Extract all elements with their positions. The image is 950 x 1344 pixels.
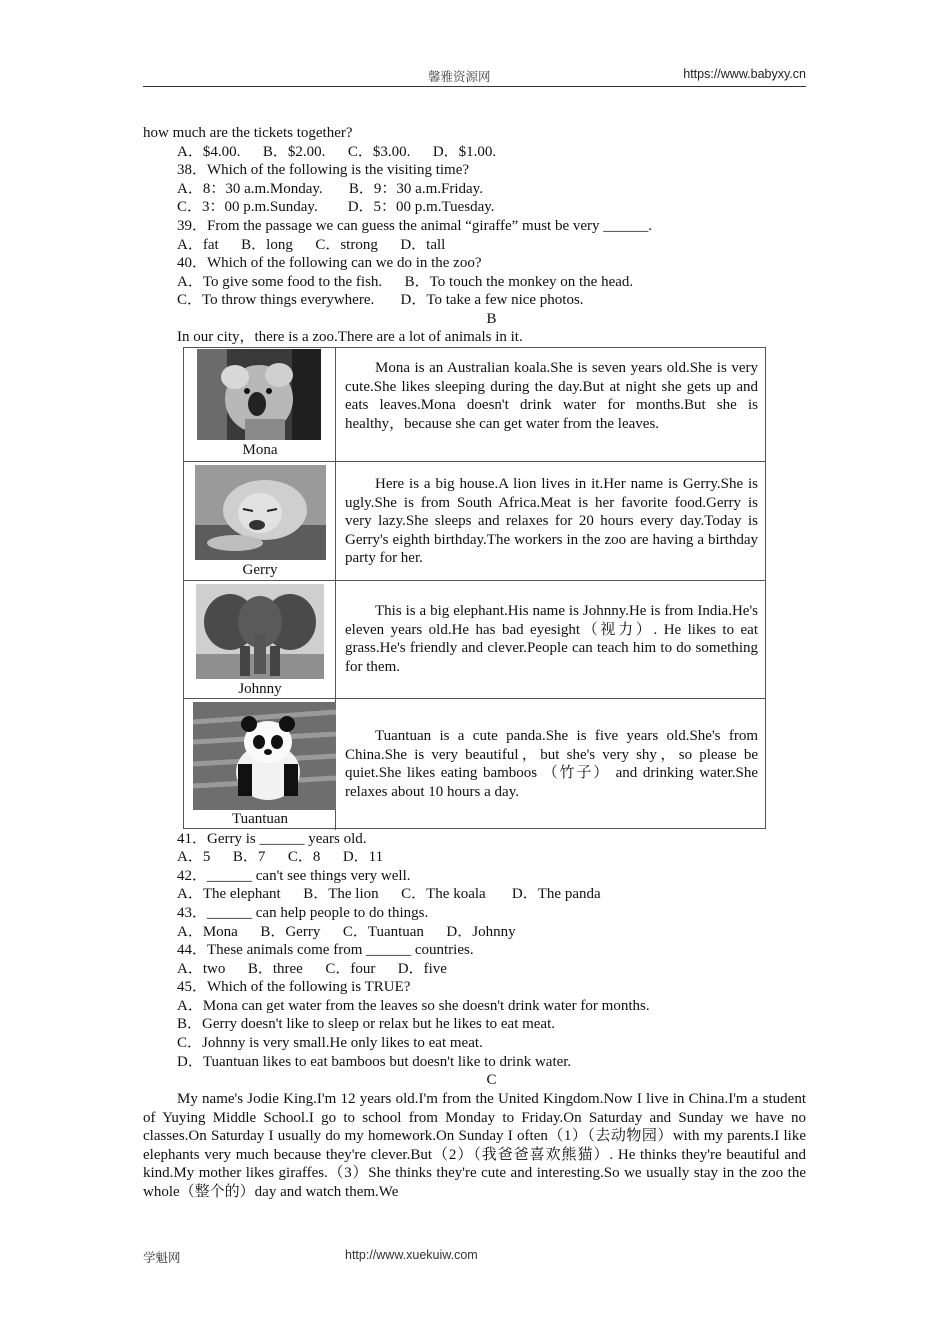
question-45: 45．Which of the following is TRUE? <box>177 979 411 995</box>
footer-site-name: 学魁网 <box>143 1251 181 1265</box>
animal-picture-cell <box>184 699 336 830</box>
koala-photo <box>197 349 321 440</box>
question-40-options-cd: C．To throw things everywhere. D．To take a few nice photos. <box>177 292 584 308</box>
animal-name-mona: Mona <box>242 442 278 458</box>
question-45-option-d: D．Tuantuan likes to eat bamboos but doesn't like to drink water. <box>177 1054 572 1070</box>
question-42: 42．______ can't see things very well. <box>177 868 411 884</box>
question-41-options: A．5 B．7 C．8 D．11 <box>177 849 384 865</box>
animal-picture-cell <box>184 348 336 461</box>
question-37-tail: how much are the tickets together? <box>143 125 353 141</box>
question-38-options-cd: C．3：00 p.m.Sunday. D．5：00 p.m.Tuesday. <box>177 199 495 215</box>
question-40-options-ab: A．To give some food to the fish. B．To touch the monkey on the head. <box>177 274 634 290</box>
animal-description-mona: Mona is an Australian koala.She is seven years old.She is very cute.She likes sleeping during the day.But at night she gets up and eats leaves.Mona doesn't drink water for months.But she is healthy，because she can get water from the leaves. <box>345 360 758 432</box>
section-b-intro: In our city，there is a zoo.There are a lot of animals in it. <box>177 329 523 345</box>
animal-name-tuantuan: Tuantuan <box>231 811 289 827</box>
animal-description-johnny: This is a big elephant.His name is Johnny.He is from India.He's eleven years old.He has bad eyesight（视力）. He likes to eat grass.He's friendly and clever.People can teach him to do something for them. <box>345 603 758 675</box>
table-row <box>184 348 765 462</box>
page-header <box>143 66 806 87</box>
table-row <box>184 462 765 581</box>
animal-name-gerry: Gerry <box>242 562 278 578</box>
animal-description-gerry: Here is a big house.A lion lives in it.Her name is Gerry.She is ugly.She is from South Africa.Meat is her favorite food.Gerry is very lazy.She sleeps and relaxes for 20 hours every day.Today is Gerry's eighth birthday.The workers in the zoo are having a birthday party for her. <box>345 476 758 567</box>
header-url[interactable]: https://www.babyxy.cn <box>683 67 806 81</box>
question-44: 44．These animals come from ______ countries. <box>177 942 474 958</box>
table-row <box>184 581 765 699</box>
animal-name-johnny: Johnny <box>238 681 282 697</box>
footer-url[interactable]: http://www.xuekuiw.com <box>345 1248 478 1262</box>
animal-table <box>183 347 766 829</box>
question-42-options: A．The elephant B．The lion C．The koala D．The panda <box>177 886 601 902</box>
table-row <box>184 699 765 830</box>
header-site-name: 馨雅资源网 <box>428 70 491 84</box>
question-40: 40．Which of the following can we do in the zoo? <box>177 255 482 271</box>
section-b-label: B <box>486 311 497 327</box>
question-43-options: A．Mona B．Gerry C．Tuantuan D．Johnny <box>177 924 516 940</box>
question-43: 43．______ can help people to do things. <box>177 905 429 921</box>
panda-photo <box>193 702 336 810</box>
question-45-option-c: C．Johnny is very small.He only likes to eat meat. <box>177 1035 483 1051</box>
question-38: 38．Which of the following is the visiting time? <box>177 162 470 178</box>
question-41: 41．Gerry is ______ years old. <box>177 831 367 847</box>
animal-picture-cell <box>184 581 336 698</box>
section-c-label: C <box>486 1072 497 1088</box>
animal-description-tuantuan: Tuantuan is a cute panda.She is five years old.She's from China.She is very beautiful，but she's very shy，so please be quiet.She likes eating bamboos （竹子） and drinking water.She relaxes about 10 hours a day. <box>345 728 758 800</box>
question-44-options: A．two B．three C．four D．five <box>177 961 447 977</box>
animal-picture-cell <box>184 462 336 580</box>
question-37-options: A．$4.00. B．$2.00. C．$3.00. D．$1.00. <box>177 144 497 160</box>
section-c-passage: My name's Jodie King.I'm 12 years old.I'm from the United Kingdom.Now I live in China.I'm a student of Yuying Middle School.I go to school from Monday to Friday.On Saturday and Sunday we have no classes.On Saturday I usually do my homework.On Sunday I often（1）（去动物园）with my parents.I like elephants very much because they're clever.But（2）（我爸爸喜欢熊猫）. He thinks they're beautiful and kind.My mother likes giraffes.（3）She thinks they're cute and interesting.So we usually stay in the zoo the whole（整个的）day and watch them.We <box>143 1091 806 1200</box>
lion-photo <box>195 465 326 560</box>
question-38-options-ab: A．8：30 a.m.Monday. B．9：30 a.m.Friday. <box>177 181 483 197</box>
question-39: 39．From the passage we can guess the animal “giraffe” must be very ______. <box>177 218 653 234</box>
elephant-photo <box>196 584 324 679</box>
question-39-options: A．fat B．long C．strong D．tall <box>177 237 446 253</box>
question-45-option-b: B．Gerry doesn't like to sleep or relax but he likes to eat meat. <box>177 1016 556 1032</box>
question-45-option-a: A．Mona can get water from the leaves so she doesn't drink water for months. <box>177 998 650 1014</box>
